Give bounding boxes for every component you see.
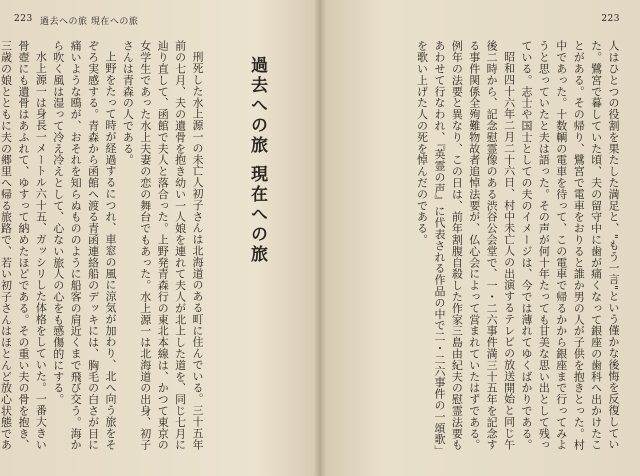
right-body-text xyxy=(332,40,622,460)
left-page xyxy=(0,0,318,476)
right-paragraph-1: 人はひとつの役割を果たした満足と、"もう一言"という僅かな後悔を反復していた。鷺宮で暮していた頃、夫の留守中に歯が痛くなって銀座の歯科へ出かけたことがある。その帰り、鷺宮で電車をおりると誰か男の人が子供を抱きとった。村中であった。十数輌の電車を待って、この電車で帰るかから銀座まで行ってみようと思っていたと夫は語った。その声が何十年たっても甘美な思い出として残っている。志士や国士としての夫のイメージは、今では薄れてゆくばかりである。 xyxy=(519,40,620,451)
left-paragraph-3: 水上源一は身長一メートル六十五、ガッシリした体格をしていた。一番大きい骨壺にも遺骨はあふれて、ゆすって納めたほどである。その重い夫の骨を抱き、三歳の娘とともに夫の郷里へ帰る旅路で、若い初子さんはほとんど放心状態であ xyxy=(0,40,48,451)
left-running-title: 過去への旅 現在への旅 xyxy=(40,17,139,27)
chapter-title: 過去への旅 現在への旅 xyxy=(247,56,267,265)
left-body-text xyxy=(0,40,206,460)
right-page-number: 223 xyxy=(601,14,620,24)
right-page xyxy=(322,0,640,476)
left-paragraph-1: 刑死した水上源一の未亡人初子さんは北海道のある町に住んでいる。三十五年前の七月、夫の遺骨を抱き幼い一人娘を連れて夫人が北上した道を、同じ七月に辿り直して、函館で夫人と落合った。上野発青森行の東北本線は、かつて東京の女学生であった水上夫妻の恋の舞台でもあった。水上源一は北海道の出身、初子さんは青森の人である。 xyxy=(121,40,204,451)
left-page-number: 223 xyxy=(14,14,33,24)
right-paragraph-2: 昭和四十六年二月二十六日、村中未亡人の出演するテレビの放送開始と同じ午後二時から、記念慰霊像のある渋谷公会堂で、一・二六事件満三十五年を記念する事件関係全殉難物故者追悼法要が、仏心会によって営まれていたはずである。例年の法要と異なり、この日は、前年割腹自殺した作家三島由紀夫の慰霊法要もあわせて行なわれ、『英霊の声』に代表される作品の中で二・二六事件の一頌歌」を歌い上げた人の死を悼んだのである。 xyxy=(415,40,516,457)
left-paragraph-2: 上野をたって時が経過するにつれ、車窓の風に涼気が加わり、北へ向う旅をそぞろ実感する。青森から函館へ渡る青函連絡船のデッキには、胸毛の白さが目に痛いような鴎が、おそれを知らぬもののように船客の肩近くまで飛び交う。海から吹く風は湿って冷え冷えとして、心ない旅人の心をも感傷的にする。 xyxy=(51,40,117,451)
